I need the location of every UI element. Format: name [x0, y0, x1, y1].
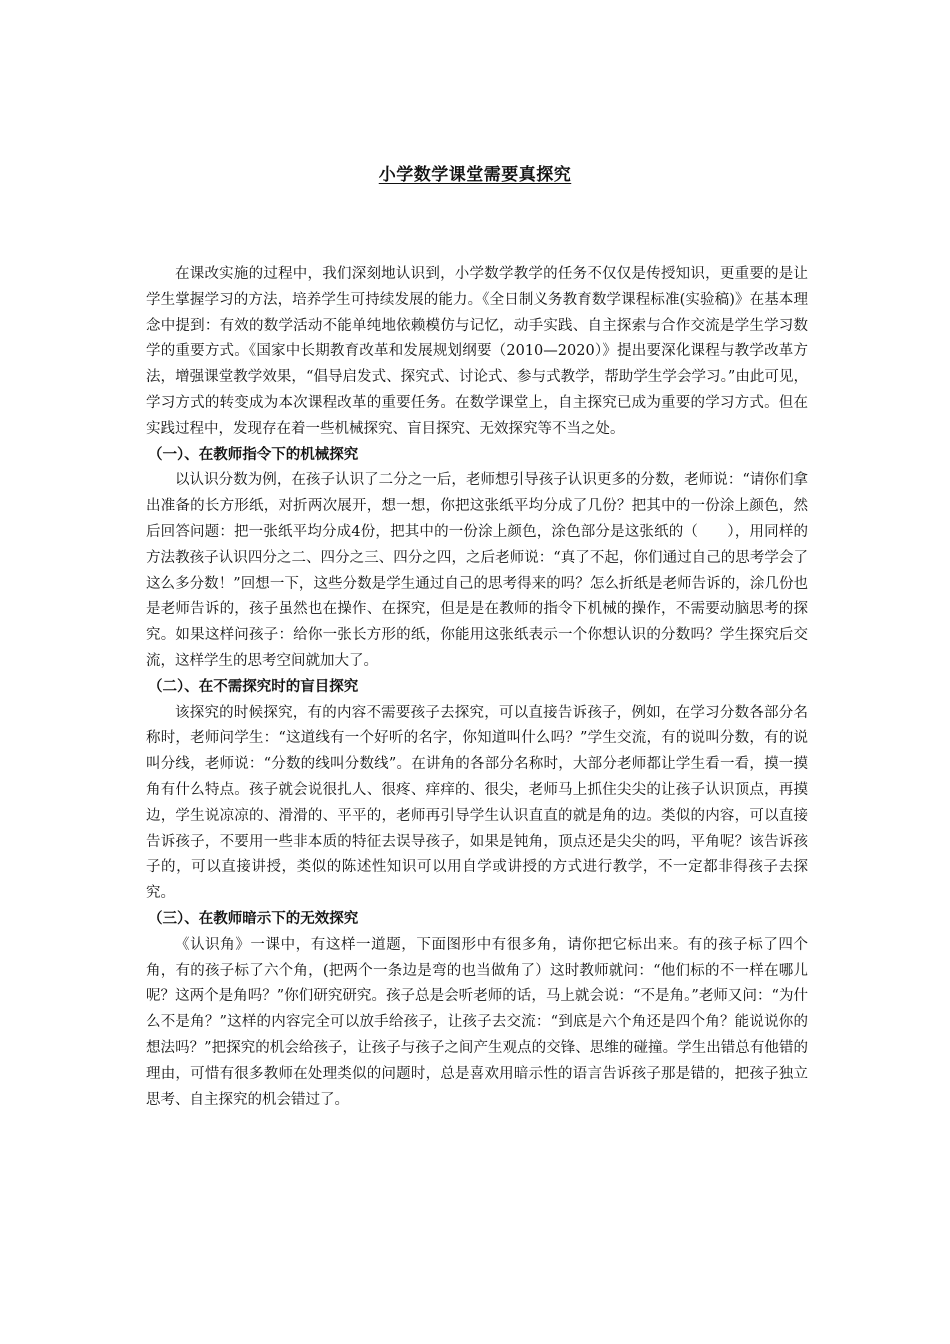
section-paragraph-3: 《认识角》一课中，有这样一道题，下面图形中有很多角，请你把它标出来。有的孩子标了四个角，有的孩子标了六个角，(把两个一条边是弯的也当做角了）这时教师就问：“他们标的不一样在哪儿呢？这两个是角吗？”你们研究研究。孩子总是会听老师的话，马上就会说：“不是角。”老师又问：“为什么不是角？”这样的内容完全可以放手给孩子，让孩子去交流：“到底是六个角还是四个角？能说说你的想法吗？”把探究的机会给孩子，让孩子与孩子之间产生观点的交锋、思维的碰撞。学生出错总有他错的理由，可惜有很多教师在处理类似的问题时，总是喜欢用暗示性的语言告诉孩子那是错的，把孩子独立思考、自主探究的机会错过了。 — [146, 936, 808, 1108]
intro-paragraph: 在课改实施的过程中，我们深刻地认识到，小学数学教学的任务不仅仅是传授知识，更重要的是让学生掌握学习的方法，培养学生可持续发展的能力。《全日制义务教育数学课程标准(实验稿)》在基本理念中提到：有效的数学活动不能单纯地依赖模仿与记忆，动手实践、自主探索与合作交流是学生学习数学的重要方式。《国家中长期教育改革和发展规划纲要（2010—2020）》提出要深化课程与教学改革方法，增强课堂教学效果，“倡导启发式、探究式、讨论式、参与式教学，帮助学生学会学习。”由此可见，学习方式的转变成为本次课程改革的重要任务。在数学课堂上，自主探究已成为重要的学习方式。但在实践过程中，发现存在着一些机械探究、盲目探究、无效探究等不当之处。 — [146, 266, 808, 437]
section-paragraph-2: 该探究的时候探究，有的内容不需要孩子去探究，可以直接告诉孩子，例如，在学习分数各部分名称时，老师问学生：“这道线有一个好听的名字，你知道叫什么吗？”学生交流，有的说叫分数，有的说叫分线，老师说：“分数的线叫分数线”。在讲角的各部分名称时，大部分老师都让学生看一看，摸一摸角有什么特点。孩子就会说很扎人、很疼、痒痒的、很尖，老师马上抓住尖尖的让孩子认识顶点，再摸边，学生说凉凉的、滑滑的、平平的，老师再引导学生认识直直的就是角的边。类似的内容，可以直接告诉孩子，不要用一些非本质的特征去误导孩子，如果是钝角，顶点还是尖尖的吗，平角呢？该告诉孩子的，可以直接讲授，类似的陈述性知识可以用自学或讲授的方式进行教学，不一定都非得孩子去探究。 — [146, 704, 808, 902]
section-heading-2: （二）、在不需探究时的盲目探究 — [148, 678, 359, 695]
document-body — [146, 262, 808, 1113]
page-title: 小学数学课堂需要真探究 — [378, 165, 572, 185]
section-heading-1: （一）、在教师指令下的机械探究 — [148, 446, 359, 463]
section-paragraph-1: 以认识分数为例，在孩子认识了二分之一后，老师想引导孩子认识更多的分数，老师说：“请你们拿出准备的长方形纸，对折两次展开，想一想，你把这张纸平均分成了几份？把其中的一份涂上颜色，然后回答问题：把一张纸平均分成4份，把其中的一份涂上颜色，涂色部分是这张纸的（ ），用同样的方法教孩子认识四分之二、四分之三、四分之四，之后老师说：“真了不起，你们通过自己的思考学会了这么多分数！”回想一下，这些分数是学生通过自己的思考得来的吗？怎么折纸是老师告诉的，涂几份也是老师告诉的，孩子虽然也在操作、在探究，但是是在教师的指令下机械的操作，不需要动脑思考的探究。如果这样问孩子：给你一张长方形的纸，你能用这张纸表示一个你想认识的分数吗？学生探究后交流，这样学生的思考空间就加大了。 — [146, 472, 808, 669]
section-heading-3: （三）、在教师暗示下的无效探究 — [148, 910, 359, 927]
